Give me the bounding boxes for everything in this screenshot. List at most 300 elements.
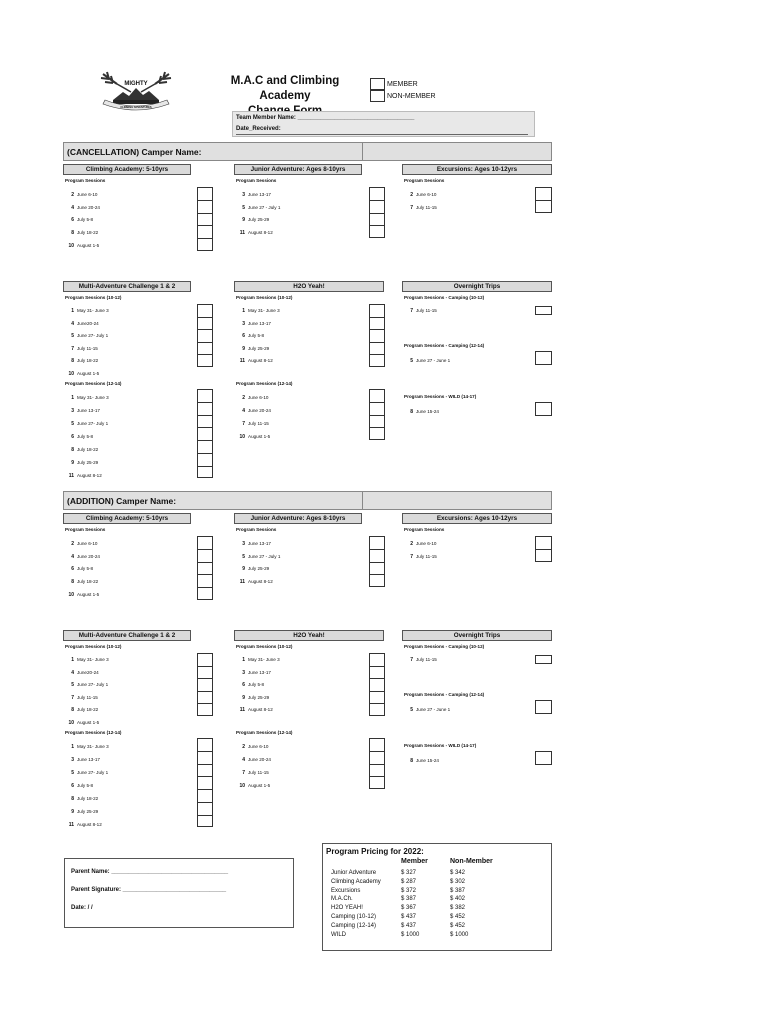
pricing-non-member-price: $ 387 bbox=[450, 887, 466, 894]
session-date: June 20-24 bbox=[77, 204, 100, 210]
session-date: July 5-8 bbox=[77, 783, 94, 788]
add-multi_b-session bbox=[65, 757, 100, 763]
session-number: 6 bbox=[71, 434, 74, 440]
session-number: 11 bbox=[239, 579, 245, 586]
session-number: 2 bbox=[242, 744, 245, 750]
session-date: June 13-17 bbox=[248, 192, 271, 197]
parent-name-field[interactable]: Parent Name: ___________________________________ bbox=[71, 869, 229, 875]
session-date: July 5-8 bbox=[248, 682, 265, 688]
date-received-field[interactable]: Date_Received: bbox=[236, 126, 281, 132]
session-date: July 11-15 bbox=[416, 308, 437, 313]
add-climb-session bbox=[65, 592, 99, 598]
add-multi_b-session bbox=[65, 770, 108, 776]
cancel-checkbox-divider bbox=[197, 402, 213, 403]
session-date: June 27 - July 1 bbox=[248, 553, 281, 559]
add-checkbox-divider bbox=[197, 802, 213, 803]
session-date: August 1-5 bbox=[248, 783, 271, 788]
cancel-checkbox-divider bbox=[197, 466, 213, 467]
add-h2o_a-session bbox=[236, 657, 280, 663]
session-number: 3 bbox=[242, 192, 245, 198]
cancel-h2o_a-session bbox=[236, 333, 264, 339]
add-camper-name-bar[interactable] bbox=[63, 491, 552, 510]
session-number: 7 bbox=[242, 770, 245, 776]
cancel-h2o-a-checkboxes[interactable] bbox=[369, 304, 385, 367]
pricing-non-member-price: $ 302 bbox=[450, 878, 466, 885]
non-member-label: NON-MEMBER bbox=[387, 92, 436, 100]
cancel-multi_b-session bbox=[65, 421, 108, 427]
pricing-member-price: $ 437 bbox=[401, 914, 417, 920]
cancel-sub-multi-a: Program Sessions (10-12) bbox=[65, 295, 122, 300]
add-overnight-camp1-session bbox=[404, 657, 437, 663]
add-junior-session bbox=[236, 579, 273, 585]
cancel-climb-session bbox=[65, 192, 97, 198]
session-date: July 11-15 bbox=[248, 421, 269, 426]
pricing-non-member-price: $ 402 bbox=[450, 896, 466, 903]
cancel-multi_a-session bbox=[65, 346, 98, 352]
add-h2o_b-session bbox=[236, 744, 268, 750]
session-date: August 1-5 bbox=[248, 434, 271, 439]
session-date: August 8-12 bbox=[77, 822, 102, 827]
session-date: July 18-22 bbox=[77, 230, 99, 236]
session-date: June 27 - June 1 bbox=[416, 707, 451, 712]
session-number: 10 bbox=[239, 783, 245, 789]
session-date: May 31- June 3 bbox=[77, 744, 109, 749]
cancel-checkbox-divider bbox=[197, 427, 213, 428]
session-date: June 27- July 1 bbox=[77, 421, 109, 426]
session-number: 1 bbox=[71, 308, 74, 314]
cancel-header-overnight: Overnight Trips bbox=[402, 281, 552, 292]
add-checkbox-divider bbox=[369, 678, 385, 679]
session-date: July 18-22 bbox=[77, 579, 99, 585]
session-date: June20-24 bbox=[77, 320, 99, 326]
pricing-non-member-price: $ 1000 bbox=[450, 931, 469, 938]
add-multi-a-checkboxes[interactable] bbox=[197, 653, 213, 716]
session-number: 4 bbox=[71, 669, 74, 676]
add-checkbox-divider bbox=[197, 562, 213, 563]
add-multi_b-session bbox=[65, 796, 98, 802]
session-number: 11 bbox=[239, 707, 245, 714]
logo-subtext: CLIMBING ADVENTURES bbox=[120, 106, 152, 109]
cancel-h2o_b-session bbox=[236, 408, 271, 414]
cancel-junior-session bbox=[236, 192, 271, 198]
cancel-sub-multi-b: Program Sessions (12-14) bbox=[65, 381, 122, 386]
cancel-overnight-camp1-session bbox=[404, 308, 437, 314]
cancel-checkbox-divider bbox=[197, 213, 213, 214]
add-checkbox-divider bbox=[369, 691, 385, 692]
add-checkbox-divider bbox=[197, 587, 213, 588]
session-date: July 5-8 bbox=[77, 434, 94, 439]
session-number: 10 bbox=[239, 434, 245, 440]
session-number: 5 bbox=[242, 204, 245, 211]
cancel-h2o_b-session bbox=[236, 434, 270, 440]
cancel-multi_b-session bbox=[65, 447, 98, 453]
session-date: June 20-24 bbox=[248, 408, 271, 413]
session-number: 4 bbox=[242, 408, 245, 414]
add-checkbox-divider bbox=[197, 691, 213, 692]
session-date: July 25-29 bbox=[248, 694, 270, 700]
session-date: June 13-17 bbox=[248, 669, 271, 675]
add-checkbox-divider bbox=[197, 549, 213, 550]
add-climb-session bbox=[65, 554, 100, 560]
add-h2o-a-checkboxes[interactable] bbox=[369, 653, 385, 716]
cancel-overnight-wild-session bbox=[404, 409, 439, 415]
cancel-multi_b-session bbox=[65, 473, 102, 479]
session-date: August 1-5 bbox=[77, 591, 100, 597]
session-number: 1 bbox=[242, 308, 245, 314]
add-multi_b-session bbox=[65, 744, 109, 750]
add-checkbox-divider bbox=[369, 751, 385, 752]
pricing-member-price: $ 1000 bbox=[401, 931, 420, 938]
cancel-checkbox-divider bbox=[197, 329, 213, 330]
session-number: 2 bbox=[242, 395, 245, 401]
cancel-checkbox-divider bbox=[197, 200, 213, 201]
add-header-climb: Climbing Academy: 5-10yrs bbox=[63, 513, 191, 524]
session-number: 2 bbox=[410, 541, 413, 547]
cancel-checkbox-divider bbox=[369, 354, 385, 355]
add-h2o_a-session bbox=[236, 707, 273, 713]
cancel-sub-camp2: Program Sessions - Camping (12-14) bbox=[404, 343, 485, 348]
add-checkbox-divider bbox=[197, 776, 213, 777]
session-number: 4 bbox=[242, 757, 245, 763]
pricing-member-price: $ 367 bbox=[401, 905, 417, 912]
logo-text: MIGHTY bbox=[124, 81, 148, 87]
cancel-h2o_a-session bbox=[236, 346, 269, 352]
session-date: June 20-24 bbox=[248, 757, 271, 762]
session-date: June 27 - June 1 bbox=[416, 358, 451, 363]
session-date: August 8-12 bbox=[248, 358, 273, 364]
cancel-junior-session bbox=[236, 205, 280, 211]
add-header-multi: Multi-Adventure Challenge 1 & 2 bbox=[63, 630, 191, 641]
cancel-checkbox-divider bbox=[197, 415, 213, 416]
add-excursions-session bbox=[404, 554, 437, 560]
cancel-checkbox-divider bbox=[197, 342, 213, 343]
cancel-sub-excursions: Program Sessions bbox=[404, 178, 445, 183]
pricing-non-member-price: $ 342 bbox=[450, 870, 466, 876]
session-number: 7 bbox=[410, 308, 413, 314]
session-number: 8 bbox=[410, 409, 413, 415]
cancel-h2o_a-session bbox=[236, 358, 273, 364]
cancel-junior-session bbox=[236, 217, 269, 223]
add-checkbox-divider bbox=[369, 666, 385, 667]
cancel-multi_b-session bbox=[65, 460, 98, 466]
pricing-program: Junior Adventure bbox=[331, 870, 377, 876]
session-number: 3 bbox=[242, 669, 245, 676]
session-number: 11 bbox=[68, 822, 74, 828]
pricing-program: Climbing Academy bbox=[331, 878, 381, 885]
session-date: July 25-29 bbox=[77, 809, 99, 814]
pricing-program: M.A.Ch. bbox=[331, 896, 353, 903]
session-date: August 8-12 bbox=[248, 579, 273, 585]
session-number: 7 bbox=[71, 345, 74, 352]
cancel-checkbox-divider bbox=[369, 225, 385, 226]
session-number: 9 bbox=[71, 460, 74, 466]
add-multi_a-session bbox=[65, 657, 109, 663]
session-date: May 31- June 3 bbox=[77, 657, 109, 662]
session-date: July 11-15 bbox=[416, 657, 437, 662]
date-field[interactable]: Date: / / bbox=[71, 905, 93, 911]
cancel-multi-a-checkboxes[interactable] bbox=[197, 304, 213, 367]
session-date: July 11-15 bbox=[416, 204, 437, 210]
pricing-program: Camping (10-12) bbox=[331, 914, 377, 920]
cancel-header-climb: Climbing Academy: 5-10yrs bbox=[63, 164, 191, 175]
session-number: 5 bbox=[410, 707, 413, 713]
cancel-excursions-session bbox=[404, 192, 436, 198]
add-checkbox-divider bbox=[197, 764, 213, 765]
add-sub-excursions: Program Sessions bbox=[404, 527, 445, 532]
camp-logo bbox=[97, 70, 175, 120]
add-overnight-wild-session bbox=[404, 758, 439, 764]
session-number: 6 bbox=[242, 333, 245, 340]
session-number: 3 bbox=[242, 320, 245, 327]
cancel-climb-session bbox=[65, 230, 98, 236]
session-number: 8 bbox=[410, 758, 413, 764]
session-number: 10 bbox=[68, 371, 74, 377]
session-number: 9 bbox=[71, 809, 74, 815]
session-date: July 18-22 bbox=[77, 447, 99, 452]
cancel-sub-climb: Program Sessions bbox=[65, 178, 106, 183]
session-number: 6 bbox=[71, 566, 74, 573]
session-date: June 27- July 1 bbox=[77, 682, 109, 688]
session-date: May 31- June 3 bbox=[248, 308, 280, 313]
cancel-h2o_a-session bbox=[236, 321, 271, 327]
add-checkbox-divider bbox=[535, 549, 552, 550]
pricing-col-non-member: Non-Member bbox=[450, 858, 493, 865]
add-checkbox-divider bbox=[197, 703, 213, 704]
non-member-option[interactable] bbox=[370, 90, 436, 102]
add-checkbox-divider bbox=[197, 789, 213, 790]
session-date: July 5-8 bbox=[248, 333, 265, 339]
add-multi_a-session bbox=[65, 720, 99, 726]
session-date: July 11-15 bbox=[77, 345, 98, 351]
pricing-non-member-price: $ 452 bbox=[450, 914, 466, 920]
session-date: June 13-17 bbox=[248, 541, 271, 546]
cancel-overnight-camp2-checkbox[interactable] bbox=[535, 351, 552, 365]
pricing-col-member: Member bbox=[401, 858, 428, 865]
session-date: June 6-10 bbox=[416, 192, 437, 197]
cancel-checkbox-divider bbox=[369, 213, 385, 214]
pricing-member-price: $ 372 bbox=[401, 887, 417, 894]
add-climb-checkboxes[interactable] bbox=[197, 536, 213, 600]
session-number: 5 bbox=[71, 770, 74, 776]
cancel-checkbox-divider bbox=[197, 453, 213, 454]
cancel-overnight-camp2-session bbox=[404, 358, 450, 364]
parent-signature-field[interactable]: Parent Signature: _______________________________ bbox=[71, 887, 227, 893]
session-date: July 25-29 bbox=[248, 566, 270, 572]
cancel-multi_a-session bbox=[65, 371, 99, 377]
cancel-multi_a-session bbox=[65, 321, 99, 327]
add-checkbox-divider bbox=[369, 776, 385, 777]
pricing-member-price: $ 287 bbox=[401, 878, 417, 885]
cancel-header-junior: Junior Adventure: Ages 8-10yrs bbox=[234, 164, 362, 175]
session-number: 8 bbox=[71, 230, 74, 237]
cancel-excursions-session bbox=[404, 205, 437, 211]
add-camper-name-label: (ADDITION) Camper Name: bbox=[67, 495, 177, 506]
cancel-multi_a-session bbox=[65, 358, 98, 364]
session-number: 8 bbox=[71, 796, 74, 802]
cancel-climb-checkboxes[interactable] bbox=[197, 187, 213, 251]
session-date: July 11-15 bbox=[248, 770, 269, 775]
date-received-line bbox=[236, 134, 528, 135]
cancel-camper-name-divider bbox=[362, 143, 363, 160]
add-excursions-session bbox=[404, 541, 436, 547]
add-overnight-camp2-session bbox=[404, 707, 450, 713]
add-checkbox-divider bbox=[369, 562, 385, 563]
session-number: 10 bbox=[68, 591, 74, 598]
cancel-climb-session bbox=[65, 217, 93, 223]
session-number: 1 bbox=[71, 657, 74, 663]
add-sub-climb: Program Sessions bbox=[65, 527, 106, 532]
cancel-overnight-camp1-checkbox[interactable] bbox=[535, 306, 552, 315]
session-number: 7 bbox=[410, 553, 413, 560]
member-option[interactable] bbox=[370, 78, 418, 90]
add-overnight-wild-checkbox[interactable] bbox=[535, 751, 552, 765]
cancel-header-multi: Multi-Adventure Challenge 1 & 2 bbox=[63, 281, 191, 292]
add-h2o_b-session bbox=[236, 783, 270, 789]
session-number: 1 bbox=[71, 395, 74, 401]
add-checkbox-divider bbox=[369, 703, 385, 704]
session-number: 8 bbox=[71, 707, 74, 714]
session-date: July 11-15 bbox=[416, 553, 437, 559]
session-date: May 31- June 3 bbox=[248, 657, 280, 662]
session-date: June 6-10 bbox=[248, 744, 269, 749]
add-header-h2o: H2O Yeah! bbox=[234, 630, 384, 641]
add-multi_b-session bbox=[65, 809, 98, 815]
cancel-checkbox-divider bbox=[369, 402, 385, 403]
pricing-member-price: $ 437 bbox=[401, 922, 417, 929]
session-date: August 8-12 bbox=[248, 230, 273, 236]
add-header-excursions: Excursions: Ages 10-12yrs bbox=[402, 513, 552, 524]
pricing-title: Program Pricing for 2022: bbox=[326, 847, 424, 856]
add-camper-name-divider bbox=[362, 492, 363, 509]
session-date: July 5-8 bbox=[77, 217, 94, 223]
session-number: 3 bbox=[71, 408, 74, 414]
cancel-checkbox-divider bbox=[369, 200, 385, 201]
add-climb-session bbox=[65, 579, 98, 585]
pricing-member-price: $ 387 bbox=[401, 896, 417, 903]
session-number: 10 bbox=[68, 242, 74, 249]
cancel-sub-wild: Program Sessions - WILD (14-17) bbox=[404, 394, 477, 399]
session-number: 8 bbox=[71, 447, 74, 453]
add-h2o_b-session bbox=[236, 770, 269, 776]
session-date: July 11-15 bbox=[77, 694, 98, 700]
cancel-sub-junior: Program Sessions bbox=[236, 178, 277, 183]
cancel-climb-session bbox=[65, 205, 100, 211]
member-checkbox[interactable] bbox=[370, 78, 385, 90]
add-multi_a-session bbox=[65, 695, 98, 701]
session-number: 9 bbox=[242, 694, 245, 701]
session-number: 1 bbox=[71, 744, 74, 750]
cancel-camper-name-bar[interactable] bbox=[63, 142, 552, 161]
session-date: June 13-17 bbox=[77, 757, 100, 762]
add-junior-session bbox=[236, 554, 280, 560]
cancel-h2o_a-session bbox=[236, 308, 280, 314]
add-h2o_a-session bbox=[236, 695, 269, 701]
session-number: 3 bbox=[71, 757, 74, 763]
add-multi_a-session bbox=[65, 670, 99, 676]
add-checkbox-divider bbox=[197, 678, 213, 679]
session-number: 4 bbox=[71, 553, 74, 560]
add-h2o_b-session bbox=[236, 757, 271, 763]
add-checkbox-divider bbox=[369, 574, 385, 575]
session-date: June 6-10 bbox=[416, 541, 437, 546]
cancel-multi_a-session bbox=[65, 333, 108, 339]
session-number: 8 bbox=[71, 579, 74, 586]
session-number: 10 bbox=[68, 720, 74, 726]
cancel-h2o_b-session bbox=[236, 395, 268, 401]
session-date: July 25-29 bbox=[77, 460, 99, 465]
session-date: August 1-5 bbox=[77, 242, 100, 248]
pricing-program: H2O YEAH! bbox=[331, 905, 363, 912]
session-date: May 31- June 3 bbox=[77, 395, 109, 400]
cancel-sub-camp1: Program Sessions - Camping (10-12) bbox=[404, 295, 485, 300]
session-number: 6 bbox=[71, 783, 74, 789]
pricing-member-price: $ 327 bbox=[401, 870, 417, 876]
add-header-overnight: Overnight Trips bbox=[402, 630, 552, 641]
add-checkbox-divider bbox=[197, 815, 213, 816]
member-label: MEMBER bbox=[387, 80, 418, 88]
session-number: 7 bbox=[242, 421, 245, 427]
add-sub-wild: Program Sessions - WILD (14-17) bbox=[404, 743, 477, 748]
cancel-camper-name-label: (CANCELLATION) Camper Name: bbox=[67, 146, 202, 157]
pricing-non-member-price: $ 452 bbox=[450, 922, 466, 929]
add-overnight-camp1-checkbox[interactable] bbox=[535, 655, 552, 664]
session-number: 2 bbox=[71, 192, 74, 198]
session-date: June 13-17 bbox=[77, 408, 100, 413]
cancel-multi_b-session bbox=[65, 408, 100, 414]
add-sub-multi-b: Program Sessions (12-14) bbox=[65, 730, 122, 735]
session-date: June 6-10 bbox=[248, 395, 269, 400]
session-number: 7 bbox=[71, 694, 74, 701]
add-sub-junior: Program Sessions bbox=[236, 527, 277, 532]
cancel-multi_b-session bbox=[65, 434, 93, 440]
add-climb-session bbox=[65, 566, 93, 572]
cancel-multi_b-session bbox=[65, 395, 109, 401]
session-number: 7 bbox=[410, 204, 413, 211]
cancel-header-h2o: H2O Yeah! bbox=[234, 281, 384, 292]
session-date: August 8-12 bbox=[77, 473, 102, 478]
cancel-checkbox-divider bbox=[369, 415, 385, 416]
parent-info-box bbox=[64, 858, 294, 928]
session-number: 2 bbox=[71, 541, 74, 547]
add-overnight-camp2-checkbox[interactable] bbox=[535, 700, 552, 714]
cancel-checkbox-divider bbox=[197, 440, 213, 441]
session-number: 6 bbox=[242, 682, 245, 689]
add-sub-h2o-b: Program Sessions (12-14) bbox=[236, 730, 293, 735]
non-member-checkbox[interactable] bbox=[370, 90, 385, 102]
cancel-checkbox-divider bbox=[197, 238, 213, 239]
session-date: June 27 - July 1 bbox=[248, 204, 281, 210]
cancel-overnight-wild-checkbox[interactable] bbox=[535, 402, 552, 416]
session-date: June20-24 bbox=[77, 669, 99, 675]
session-date: July 18-22 bbox=[77, 796, 99, 801]
pricing-table bbox=[322, 843, 552, 951]
session-date: May 31- June 3 bbox=[77, 308, 109, 313]
add-h2o_a-session bbox=[236, 682, 264, 688]
team-member-field[interactable]: Team Member Name: ___________________________________ bbox=[236, 115, 415, 121]
session-date: June 15-24 bbox=[416, 409, 439, 414]
add-checkbox-divider bbox=[369, 549, 385, 550]
cancel-checkbox-divider bbox=[369, 317, 385, 318]
session-date: June 6-10 bbox=[77, 192, 98, 197]
form-title-line1: M.A.C and Climbing Academy bbox=[230, 75, 340, 102]
cancel-checkbox-divider bbox=[369, 342, 385, 343]
add-sub-multi-a: Program Sessions (10-12) bbox=[65, 644, 122, 649]
pricing-program: WILD bbox=[331, 931, 346, 938]
session-number: 9 bbox=[242, 566, 245, 573]
session-number: 9 bbox=[242, 345, 245, 352]
session-date: June 27- July 1 bbox=[77, 333, 109, 339]
session-number: 5 bbox=[71, 333, 74, 340]
